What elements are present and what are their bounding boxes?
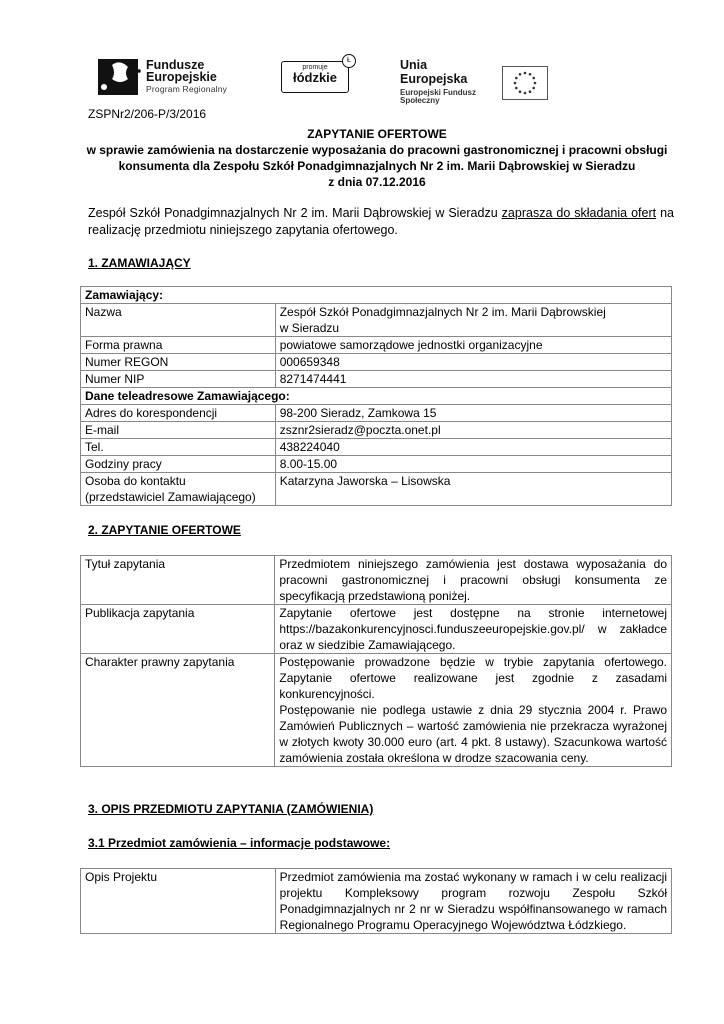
row-label: Godziny pracy xyxy=(81,456,276,473)
row-value: 8.00-15.00 xyxy=(275,456,671,473)
intro-text2: na realizację przedmiotu niniejszego zapytania ofertowego. xyxy=(88,206,674,237)
document-number: ZSPNr2/206-P/3/2016 xyxy=(88,107,207,121)
inquiry-table xyxy=(80,555,672,767)
lodz-line2: łódzkie xyxy=(292,70,338,85)
fundusze-europejskie-logo xyxy=(98,55,227,97)
row-value: Przedmiot zamówienia ma zostać wykonany w ramach i w celu realizacji projektu Kompleksowy program rozwoju Zespołu Szkół Ponadgimnazjalnych nr 2 nr w Sieradzu współfinansowanego w ramach Regionalnego Programu Operacyjnego Województwa Łódzkiego. xyxy=(275,869,671,934)
lodz-line1: promuje xyxy=(302,64,328,71)
row-value: 000659348 xyxy=(275,354,671,371)
table-row xyxy=(81,456,672,473)
eu-flag-icon xyxy=(502,66,548,100)
row-label: Opis Projektu xyxy=(81,869,276,934)
row-value: Katarzyna Jaworska – Lisowska xyxy=(275,473,671,506)
row-value-line1: Zespół Szkół Ponadgimnazjalnych Nr 2 im. Marii Dąbrowskiej xyxy=(279,305,606,319)
title-line1: ZAPYTANIE OFERTOWE xyxy=(307,127,447,141)
row-label: E-mail xyxy=(81,422,276,439)
logos-header xyxy=(98,55,548,106)
fe-subtitle: Program Regionalny xyxy=(146,83,228,94)
section3-heading: 3. OPIS PRZEDMIOTU ZAPYTANIA (ZAMÓWIENIA) xyxy=(88,802,374,816)
contact-label-line2: (przedstawiciel Zamawiającego) xyxy=(85,490,256,504)
contracting-party-table xyxy=(80,286,672,506)
intro-text1: Zespół Szkół Ponadgimnazjalnych Nr 2 im. Marii Dąbrowskiej w Sieradzu xyxy=(88,206,502,220)
fe-title-line2: Europejskie xyxy=(146,70,217,85)
table-header-cell: Zamawiający: xyxy=(81,287,672,304)
title-line2: w sprawie zamówienia na dostarczenie wyposażania do pracowni gastronomicznej i pracowni obsługi xyxy=(86,143,668,157)
project-description-table xyxy=(80,868,672,934)
ue-subtitle: Europejski Fundusz Społeczny xyxy=(400,87,477,106)
section3-subheading: 3.1 Przedmiot zamówienia – informacje podstawowe: xyxy=(88,836,391,850)
title-line3: konsumenta dla Zespołu Szkół Ponadgimnazjalnych Nr 2 im. Marii Dąbrowskiej w Sieradzu xyxy=(118,159,636,173)
table-row xyxy=(81,287,672,304)
row-value: powiatowe samorządowe jednostki organizacyjne xyxy=(275,337,671,354)
table-row xyxy=(81,337,672,354)
row-label: Tytuł zapytania xyxy=(81,556,275,605)
table-row xyxy=(81,473,672,506)
table-row xyxy=(81,654,672,767)
row-label: Tel. xyxy=(81,439,276,456)
row-value: zsznr2sieradz@poczta.onet.pl xyxy=(275,422,671,439)
row-label: Publikacja zapytania xyxy=(81,605,275,654)
table-row xyxy=(81,556,672,605)
table-row xyxy=(81,869,672,934)
title-line4: z dnia 07.12.2016 xyxy=(328,175,426,189)
table-row xyxy=(81,388,672,405)
table-row xyxy=(81,605,672,654)
section1-heading: 1. ZAMAWIAJĄCY xyxy=(88,256,191,270)
unia-europejska-logo xyxy=(400,59,548,106)
table-row xyxy=(81,371,672,388)
ue-title: Unia Europejska xyxy=(400,58,468,86)
contact-label-line1: Osoba do kontaktu xyxy=(85,474,186,488)
fe-title-line1: Fundusze xyxy=(146,57,205,72)
fe-mark-icon xyxy=(98,55,142,97)
table-row xyxy=(81,439,672,456)
row-label: Nazwa xyxy=(81,304,276,337)
table-row xyxy=(81,354,672,371)
row-value: 8271474441 xyxy=(275,371,671,388)
table-subheader-cell: Dane teleadresowe Zamawiającego: xyxy=(81,388,672,405)
row-value-para1: Postępowanie prowadzone będzie w trybie zapytania ofertowego. Zapytanie ofertowe realizowane jest zgodnie z zasadami konkurencyjności. xyxy=(279,655,667,701)
table-row xyxy=(81,422,672,439)
promuje-lodzkie-logo xyxy=(281,57,351,93)
row-value-line2: w Sieradzu xyxy=(279,321,340,335)
row-value xyxy=(275,304,671,337)
row-value: Zapytanie ofertowe jest dostępne na stronie internetowej https://bazakonkurencyjnosci.funduszeeuropejskie.gov.pl/ w zakładce oraz w siedzibie Zamawiającego. xyxy=(275,605,672,654)
section2-heading: 2. ZAPYTANIE OFERTOWE xyxy=(88,523,241,537)
row-value: Przedmiotem niniejszego zamówienia jest dostawa wyposażania do pracowni gastronomicznej i pracowni obsługi konsumenta ze specyfikacją przedstawioną poniżej. xyxy=(275,556,672,605)
row-value: 98-200 Sieradz, Zamkowa 15 xyxy=(275,405,671,422)
row-label: Forma prawna xyxy=(81,337,276,354)
row-value xyxy=(275,654,672,767)
lodz-badge-icon: Ł xyxy=(342,54,356,68)
intro-paragraph xyxy=(88,205,674,239)
row-label: Charakter prawny zapytania xyxy=(81,654,275,767)
row-value: 438224040 xyxy=(275,439,671,456)
document-title xyxy=(82,126,672,190)
table-row xyxy=(81,405,672,422)
row-label xyxy=(81,473,276,506)
intro-invitation-link: zaprasza do składania ofert xyxy=(501,206,657,220)
row-label: Adres do korespondencji xyxy=(81,405,276,422)
row-label: Numer REGON xyxy=(81,354,276,371)
table-row xyxy=(81,304,672,337)
row-value-para2: Postępowanie nie podlega ustawie z dnia 29 stycznia 2004 r. Prawo Zamówień Publicznych – wartość zamówienia nie przekracza wyrażonej w złotych kwoty 30.000 euro (art. 4 pkt. 8 ustawy). Szacunkowa wartość zamówienia została określona w drodze szacowania ceny. xyxy=(279,703,667,765)
row-label: Numer NIP xyxy=(81,371,276,388)
